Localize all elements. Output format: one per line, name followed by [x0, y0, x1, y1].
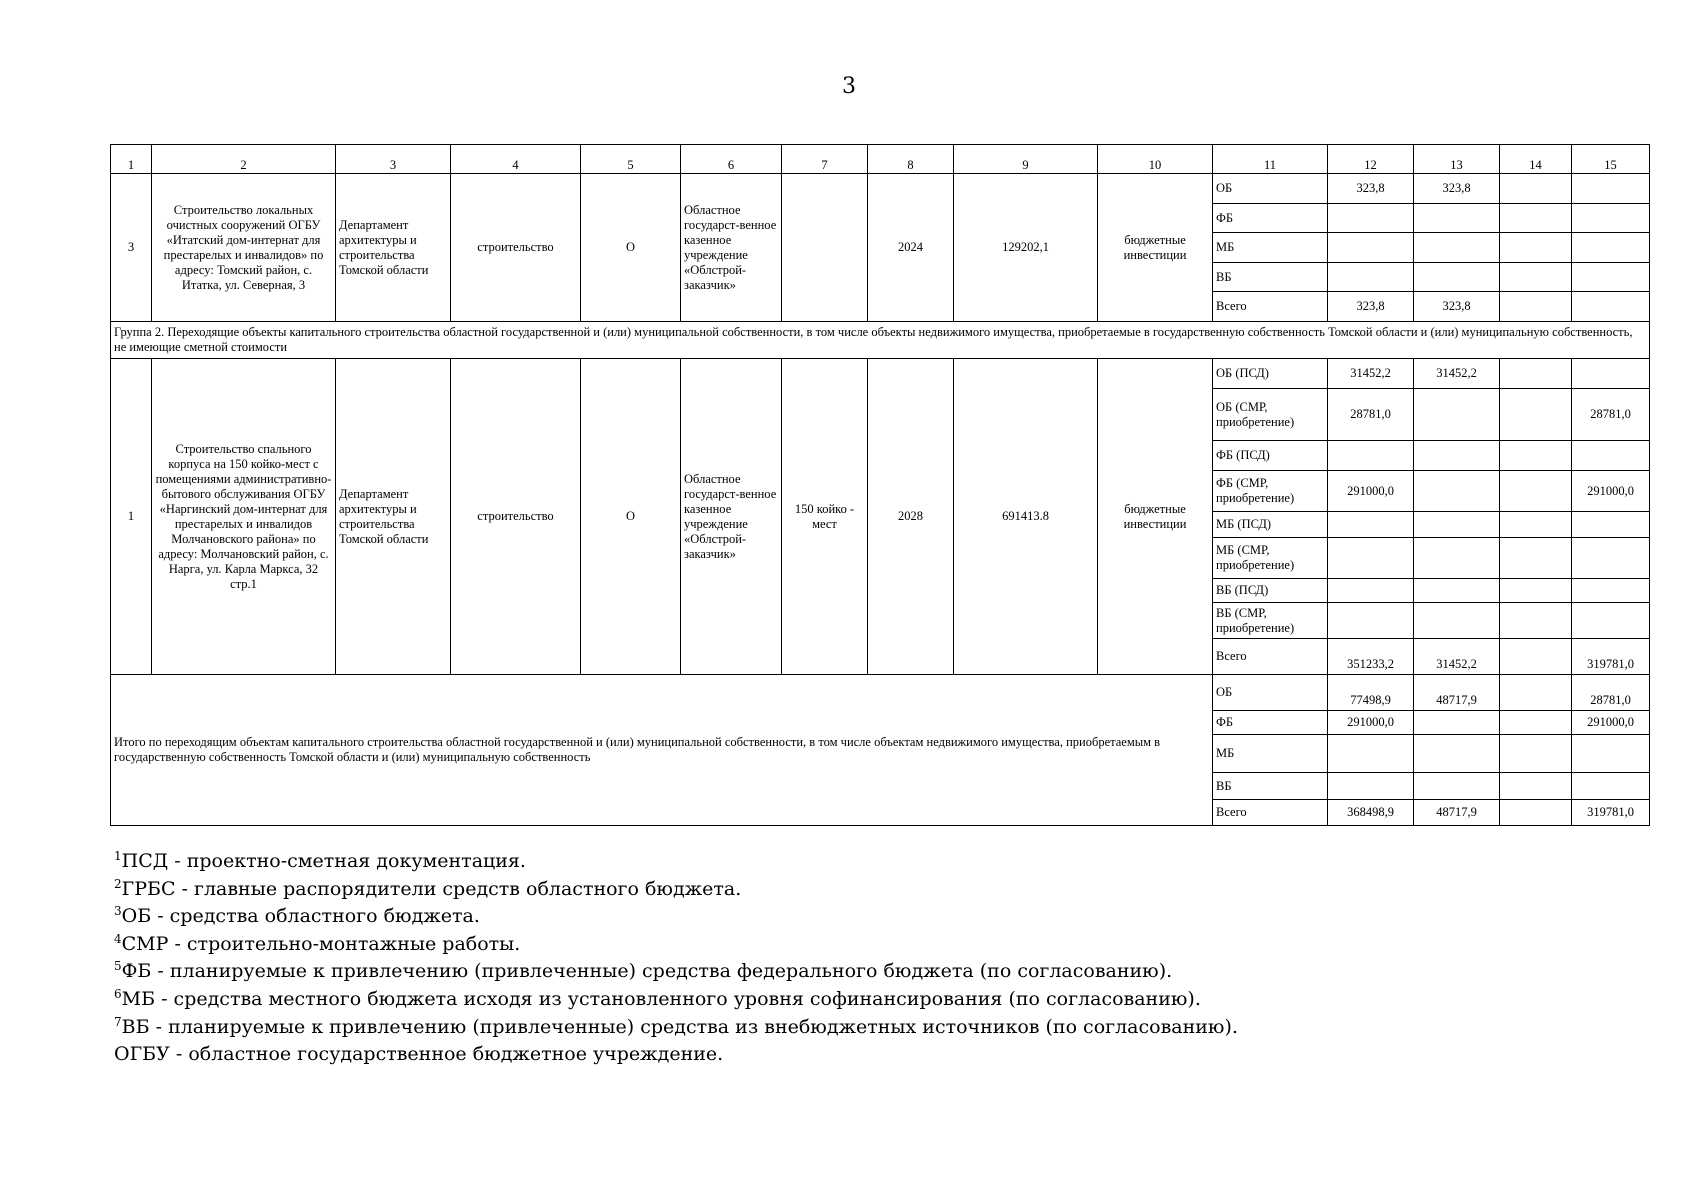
object-number: 1 [111, 359, 152, 675]
object-customer: Областное государст-венное казенное учреждение «Облстрой-заказчик» [681, 174, 782, 322]
footnote-mark: 2 [114, 876, 122, 891]
amount-cell [1500, 675, 1572, 711]
funding-source: ФБ [1213, 711, 1328, 735]
amount-cell [1500, 233, 1572, 263]
amount-cell: 351233,2 [1328, 639, 1414, 675]
footnote-mark: 7 [114, 1014, 122, 1029]
footnote-text: ПСД - проектно-сметная документация. [121, 850, 526, 872]
header-cell: 1 [111, 145, 152, 174]
amount-cell [1328, 538, 1414, 579]
footnote-text: СМР - строительно-монтажные работы. [121, 932, 521, 955]
amount-cell: 319781,0 [1572, 639, 1650, 675]
footnote [114, 903, 1614, 931]
amount-cell [1328, 441, 1414, 471]
object-name: Строительство локальных очистных сооружений ОГБУ «Итатский дом-интернат для престарелых и инвалидов» по адресу: Томский район, с. Итатка, ул. Северная, 3 [152, 174, 336, 322]
investment-form: бюджетные инвестиции [1098, 174, 1213, 322]
amount-cell [1500, 471, 1572, 512]
funding-source: ФБ (СМР, приобретение) [1213, 471, 1328, 512]
total-row [111, 675, 1650, 711]
footnote-mark: 5 [114, 959, 122, 974]
object-customer: Областное государст-венное казенное учреждение «Облстрой-заказчик» [681, 359, 782, 675]
amount-cell [1500, 359, 1572, 389]
amount-cell [1572, 538, 1650, 579]
funding-source: ВБ [1213, 263, 1328, 292]
header-cell: 3 [336, 145, 451, 174]
header-cell: 2 [152, 145, 336, 174]
amount-cell: 368498,9 [1328, 800, 1414, 826]
amount-cell [1572, 233, 1650, 263]
amount-cell [1414, 735, 1500, 773]
amount-cell [1572, 263, 1650, 292]
amount-cell [1414, 711, 1500, 735]
funding-source: ОБ [1213, 675, 1328, 711]
amount-cell: 48717,9 [1414, 800, 1500, 826]
amount-cell [1414, 441, 1500, 471]
amount-cell [1572, 773, 1650, 800]
header-cell: 6 [681, 145, 782, 174]
amount-cell [1328, 773, 1414, 800]
column-5-value: О [581, 174, 681, 322]
amount-cell: 319781,0 [1572, 800, 1650, 826]
funding-source: МБ [1213, 233, 1328, 263]
footnote [114, 931, 1614, 959]
amount-cell: 323,8 [1414, 292, 1500, 322]
estimated-cost: 691413.8 [954, 359, 1098, 675]
amount-cell [1328, 735, 1414, 773]
footnote [114, 848, 1614, 876]
work-type: строительство [451, 359, 581, 675]
header-cell: 15 [1572, 145, 1650, 174]
footnote-mark: 1 [114, 849, 122, 863]
amount-cell [1414, 512, 1500, 538]
amount-cell [1572, 359, 1650, 389]
amount-cell [1500, 263, 1572, 292]
header-cell: 5 [581, 145, 681, 174]
amount-cell [1414, 603, 1500, 639]
amount-cell [1572, 292, 1650, 322]
amount-cell [1500, 441, 1572, 471]
funding-source: Всего [1213, 639, 1328, 675]
funding-source: МБ (ПСД) [1213, 512, 1328, 538]
footnote-mark: 4 [114, 931, 122, 946]
completion-year: 2024 [868, 174, 954, 322]
amount-cell [1414, 263, 1500, 292]
amount-cell: 31452,2 [1414, 359, 1500, 389]
work-type: строительство [451, 174, 581, 322]
header-cell: 8 [868, 145, 954, 174]
amount-cell: 323,8 [1328, 292, 1414, 322]
amount-cell: 28781,0 [1328, 389, 1414, 441]
amount-cell: 28781,0 [1572, 389, 1650, 441]
funding-source: ФБ [1213, 204, 1328, 233]
object-capacity: 150 койко - мест [782, 359, 868, 675]
footnote [114, 1014, 1614, 1042]
estimated-cost: 129202,1 [954, 174, 1098, 322]
amount-cell [1500, 603, 1572, 639]
header-cell: 4 [451, 145, 581, 174]
amount-cell [1328, 579, 1414, 603]
header-cell: 13 [1414, 145, 1500, 174]
investment-form: бюджетные инвестиции [1098, 359, 1213, 675]
amount-cell [1414, 233, 1500, 263]
header-cell: 12 [1328, 145, 1414, 174]
amount-cell [1572, 174, 1650, 204]
funding-row [111, 174, 1650, 204]
funding-source: ВБ [1213, 773, 1328, 800]
header-cell: 9 [954, 145, 1098, 174]
object-grbs: Департамент архитектуры и строительства Томской области [336, 174, 451, 322]
amount-cell [1414, 773, 1500, 800]
footnote [114, 958, 1614, 986]
group-2-title: Группа 2. Переходящие объекты капитального строительства областной государственной и (или) муниципальной собственности, в том числе объекты недвижимого имущества, приобретаемые в государственную собственность Томской области и (или) муниципальную собственность, не имеющие сметной стоимости [111, 322, 1650, 359]
header-row [111, 145, 1650, 174]
amount-cell: 291000,0 [1328, 711, 1414, 735]
footnotes [114, 848, 1614, 1069]
footnote [114, 1041, 1614, 1069]
header-cell: 14 [1500, 145, 1572, 174]
amount-cell [1414, 389, 1500, 441]
amount-cell [1500, 204, 1572, 233]
funding-source: ФБ (ПСД) [1213, 441, 1328, 471]
amount-cell [1572, 735, 1650, 773]
amount-cell [1328, 204, 1414, 233]
footnote-mark: 3 [114, 904, 122, 919]
funding-source: Всего [1213, 800, 1328, 826]
amount-cell [1500, 538, 1572, 579]
amount-cell [1414, 471, 1500, 512]
capital-objects-table [110, 144, 1650, 826]
footnote-text: ФБ - планируемые к привлечению (привлеченные) средства федерального бюджета (по согласованию). [121, 960, 1173, 983]
amount-cell [1500, 389, 1572, 441]
amount-cell [1572, 603, 1650, 639]
footnote-text: ОГБУ - областное государственное бюджетное учреждение. [114, 1043, 724, 1066]
amount-cell [1414, 204, 1500, 233]
amount-cell [1572, 579, 1650, 603]
amount-cell [1500, 292, 1572, 322]
footnote [114, 876, 1614, 904]
amount-cell [1500, 773, 1572, 800]
amount-cell [1328, 263, 1414, 292]
amount-cell: 48717,9 [1414, 675, 1500, 711]
funding-row [111, 359, 1650, 389]
header-cell: 7 [782, 145, 868, 174]
amount-cell [1500, 800, 1572, 826]
amount-cell: 77498,9 [1328, 675, 1414, 711]
amount-cell [1328, 603, 1414, 639]
header-cell: 11 [1213, 145, 1328, 174]
amount-cell [1328, 233, 1414, 263]
total-label: Итого по переходящим объектам капитального строительства областной государственной и (или) муниципальной собственности, в том числе объектам недвижимого имущества, приобретаемым в государственную собственность Томской области и (или) муниципальную собственность [111, 675, 1213, 826]
footnote-text: ВБ - планируемые к привлечению (привлеченные) средства из внебюджетных источников (по согласованию). [121, 1015, 1238, 1038]
amount-cell: 31452,2 [1328, 359, 1414, 389]
amount-cell: 323,8 [1414, 174, 1500, 204]
object-name: Строительство спального корпуса на 150 койко-мест с помещениями административно-бытового обслуживания ОГБУ «Наргинский дом-интернат для престарелых и инвалидов Молчановского района» по адресу: Молчановский район, с. Нарга, ул. Карла Маркса, 32 стр.1 [152, 359, 336, 675]
amount-cell: 31452,2 [1414, 639, 1500, 675]
amount-cell [1500, 579, 1572, 603]
funding-source: ОБ (СМР, приобретение) [1213, 389, 1328, 441]
amount-cell: 28781,0 [1572, 675, 1650, 711]
footnote-text: МБ - средства местного бюджета исходя из установленного уровня софинансирования (по согласованию). [121, 987, 1201, 1010]
funding-source: ОБ (ПСД) [1213, 359, 1328, 389]
column-5-value: О [581, 359, 681, 675]
amount-cell [1328, 512, 1414, 538]
amount-cell [1500, 512, 1572, 538]
footnote-text: ОБ - средства областного бюджета. [121, 905, 480, 928]
group-title-row [111, 322, 1650, 359]
funding-source: МБ (СМР, приобретение) [1213, 538, 1328, 579]
amount-cell [1500, 174, 1572, 204]
amount-cell: 291000,0 [1328, 471, 1414, 512]
footnote [114, 986, 1614, 1014]
amount-cell: 323,8 [1328, 174, 1414, 204]
amount-cell [1572, 441, 1650, 471]
header-cell: 10 [1098, 145, 1213, 174]
funding-source: ВБ (СМР, приобретение) [1213, 603, 1328, 639]
amount-cell [1500, 735, 1572, 773]
amount-cell [1500, 639, 1572, 675]
amount-cell [1414, 538, 1500, 579]
footnote-mark: 6 [114, 986, 122, 1001]
amount-cell: 291000,0 [1572, 711, 1650, 735]
funding-source: МБ [1213, 735, 1328, 773]
amount-cell [1572, 204, 1650, 233]
page-number: 3 [842, 74, 856, 99]
funding-source: Всего [1213, 292, 1328, 322]
completion-year: 2028 [868, 359, 954, 675]
amount-cell [1500, 711, 1572, 735]
amount-cell: 291000,0 [1572, 471, 1650, 512]
funding-source: ВБ (ПСД) [1213, 579, 1328, 603]
amount-cell [1414, 579, 1500, 603]
footnote-text: ГРБС - главные распорядители средств областного бюджета. [121, 877, 742, 900]
object-grbs: Департамент архитектуры и строительства Томской области [336, 359, 451, 675]
funding-source: ОБ [1213, 174, 1328, 204]
object-capacity [782, 174, 868, 322]
amount-cell [1572, 512, 1650, 538]
object-number: 3 [111, 174, 152, 322]
